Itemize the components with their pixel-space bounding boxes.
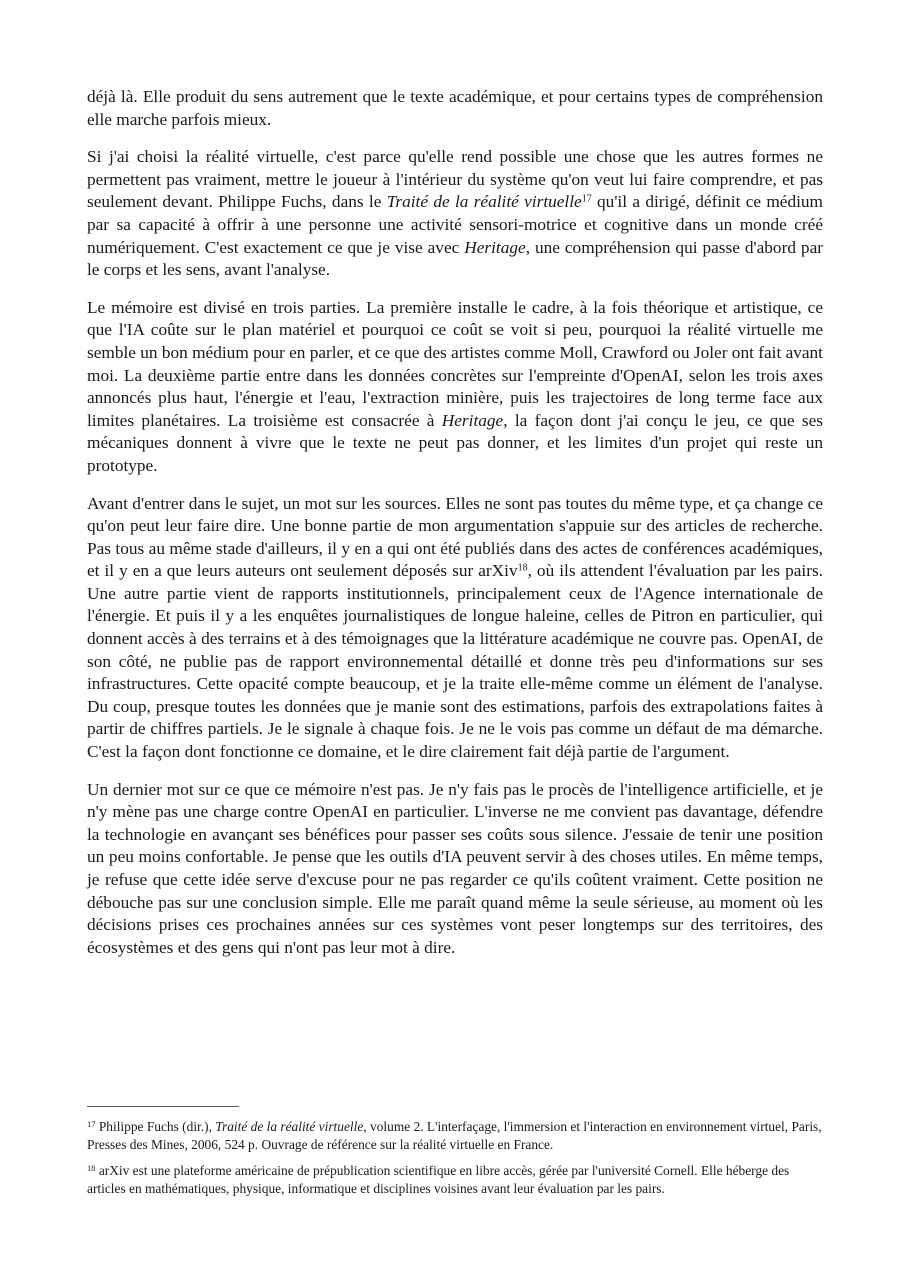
paragraph-sources bbox=[87, 493, 823, 764]
footnote-ref-17[interactable]: 17 bbox=[581, 193, 592, 205]
paragraph-text: , où ils attendent l'évaluation par les pairs. Une autre partie vient de rapports institutionnels, principalement ceux de l'Agence internationale de l'énergie. Et puis il y a les enquêtes journalistiques de longue haleine, celles de Pitron en particulier, qui donnent accès à des terrains et à des témoignages que la littérature académique ne couvre pas. OpenAI, de son côté, ne publie pas de rapport environnemental détaillé et donne très peu d'informations sur ses infrastructures. Cette opacité compte beaucoup, et je la traite elle-même comme un élément de l'analyse. Du coup, presque toutes les données que je manie sont des estimations, parfois des extrapolations faites à partir de chiffres partiels. Je le signale à chaque fois. Je ne le vois pas comme un défaut de ma démarche. C'est la façon dont fonctionne ce domaine, et le dire clairement fait déjà partie de l'argument. bbox=[87, 561, 823, 762]
footnote-text: , volume 2. L'interfaçage, l'immersion et l'interaction en environnement virtuel, Paris, Presses des Mines, 2006, 524 p. Ouvrage de référence sur la réalité virtuelle en France. bbox=[87, 1119, 822, 1152]
paragraph-text: qu'il a dirigé, définit ce médium par sa capacité à offrir à une personne une activité sensori-motrice et cognitive dans un monde créé numériquement. C'est exactement ce que je vise avec bbox=[87, 192, 823, 257]
paragraph-text: Si j'ai choisi la réalité virtuelle, c'est parce qu'elle rend possible une chose que les autres formes ne permettent pas vraiment, mettre le joueur à l'intérieur du système qu'on veut lui faire comprendre, et pas seulement devant. Philippe Fuchs, dans le bbox=[87, 147, 823, 212]
footnote-18 bbox=[87, 1162, 827, 1197]
footnote-separator bbox=[87, 1106, 239, 1107]
footnote-ref-18[interactable]: 18 bbox=[517, 562, 528, 574]
paragraph-structure bbox=[87, 297, 823, 478]
footnote-number: 17 bbox=[87, 1118, 96, 1129]
footnotes-section bbox=[87, 1106, 827, 1206]
paragraph-text: Un dernier mot sur ce que ce mémoire n'est pas. Je n'y fais pas le procès de l'intelligence artificielle, et je n'y mène pas une charge contre OpenAI en particulier. L'inverse ne me convient pas davantage, défendre la technologie en avançant ses bénéfices pour passer ses coûts sous silence. J'essaie de tenir une position un peu moins confortable. Je pense que les outils d'IA peuvent servir à des choses utiles. En même temps, je refuse que cette idée serve d'excuse pour ne pas regarder ce qu'ils coûtent vraiment. Cette position ne débouche pas sur une conclusion simple. Elle me paraît quand même la seule sérieuse, au moment où les décisions prises ces prochaines années sur ces systèmes vont peser longtemps sur des territoires, des écosystèmes et des gens qui n'ont pas leur mot à dire. bbox=[87, 779, 823, 957]
paragraph-continuation bbox=[87, 86, 823, 131]
footnote-text: arXiv est une plateforme américaine de prépublication scientifique en libre accès, gérée par l'université Cornell. Elle héberge des articles en mathématiques, physique, informatique et disciplines voisines avant leur évaluation par les pairs. bbox=[87, 1163, 790, 1196]
document-body bbox=[87, 86, 823, 974]
paragraph-virtual-reality bbox=[87, 146, 823, 282]
paragraph-text: Avant d'entrer dans le sujet, un mot sur les sources. Elles ne sont pas toutes du même type, et ça change ce qu'on peut leur faire dire. Une bonne partie de mon argumentation s'appuie sur des articles de recherche. Pas tous au même stade d'ailleurs, il y en a qui ont été publiés dans des actes de conférences académiques, et il y en a que leurs auteurs ont seulement déposés sur arXiv bbox=[87, 493, 823, 581]
paragraph-text: , une compréhension qui passe d'abord par le corps et les sens, avant l'analyse. bbox=[87, 237, 823, 280]
footnote-17 bbox=[87, 1118, 827, 1153]
footnote-number: 18 bbox=[87, 1162, 96, 1173]
project-title: Heritage bbox=[464, 237, 526, 257]
footnote-text: Philippe Fuchs (dir.), bbox=[95, 1119, 216, 1134]
paragraph-text: déjà là. Elle produit du sens autrement que le texte académique, et pour certains types de compréhension elle marche parfois mieux. bbox=[87, 87, 823, 129]
project-title: Heritage bbox=[441, 410, 504, 430]
footnote-book-title: Traité de la réalité virtuelle bbox=[215, 1119, 364, 1134]
paragraph-text: Le mémoire est divisé en trois parties. La première installe le cadre, à la fois théorique et artistique, ce que l'IA coûte sur le plan matériel et pourquoi ce coût se voit si peu, pourquoi la réalité virtuelle me semble un bon médium pour en parler, et ce que des artistes comme Moll, Crawford ou Joler ont fait avant moi. La deuxième partie entre dans les données concrètes sur l'empreinte d'OpenAI, selon les trois axes annoncés plus haut, l'énergie et l'eau, l'extraction minière, puis les trajectoires de long terme face aux limites planétaires. La troisième est consacrée à bbox=[87, 297, 823, 430]
paragraph-position bbox=[87, 779, 823, 960]
book-title: Traité de la réalité virtuelle bbox=[386, 192, 582, 212]
paragraph-text: , la façon dont j'ai conçu le jeu, ce que ses mécaniques donnent à vivre que le texte ne peut pas donner, et les limites d'un projet qui reste un prototype. bbox=[87, 410, 824, 475]
